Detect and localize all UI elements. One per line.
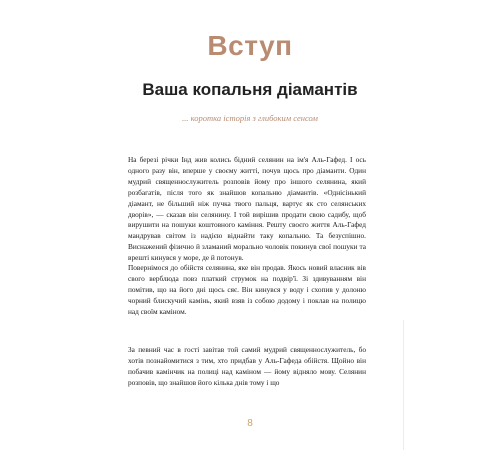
page-edge-divider — [403, 320, 404, 450]
body-paragraph-1: На березі річки Інд жив колись бідний селянин на ім'я Аль-Гафед. І ось одного разу він, вперше у своєму житті, почув щось про діаманти. Один мудрий священнослужитель розповів йому про іншого селянина, який розбагатів, після того як знайшов копальню діамантів. «Однісінький діамант, не більший ніж пучка твого пальця, вартує як сто селянських дворів», — сказав він селянину. І той вирішив продати свою садибу, щоб вирушити на пошуки коштовного каміння. Решту своєго життя Аль-Гафед мандрував світом із надією віднайти таку копальню. Та безуспішно. Виснажений фізично й зламаний морально чоловік покинув свої пошуки та врешті кинувся у море, де й потонув. — [128, 155, 366, 263]
body-paragraph-2: Повернімося до обійстя селянина, яке він продав. Якось новий власник вів свого верблюда повз платкий струмок на подвір'ї. Зі здивуванням він помітив, що на його дні щось сяє. Він кинувся у воду і схопив у долоню чорний блискучий камінь, який взяв із собою додому і поклав на полицю над своїм каміном. — [128, 263, 366, 316]
chapter-title: Вступ — [207, 30, 293, 61]
body-paragraph-3: За певний час в гості завітав той самий мудрий священнослужитель, бо хотів познайомитися з тим, хто придбав у Аль-Гафеда обійстя. Щойно він побачив камінчик на полиці над каміном — йому відняло мову. Селянин розповів, що знайшов його кілька днів тому і що — [128, 345, 366, 387]
chapter-tagline: ... коротка історія з глибоким сенсом — [182, 113, 318, 123]
chapter-subtitle: Ваша копальня діамантів — [142, 80, 358, 99]
page-number: 8 — [247, 418, 253, 429]
